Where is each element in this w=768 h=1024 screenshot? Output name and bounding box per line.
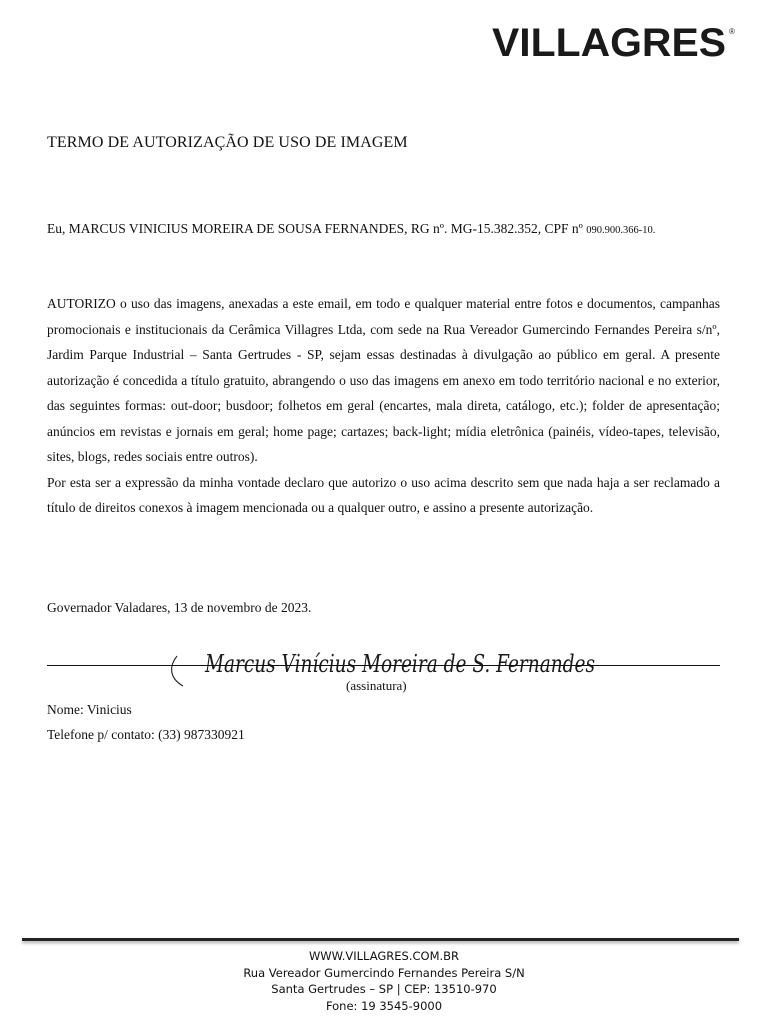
footer-divider [22,938,739,941]
logo-wordmark: VILLAGRES [492,21,726,65]
cpf-number: 090.900.366-10. [586,225,656,236]
signature-text: Marcus Vinícius Moreira de S. Fernandes [204,650,595,678]
footer [0,948,768,1014]
authorization-paragraph: AUTORIZO o uso das imagens, anexadas a este email, em todo e qualquer material entre fotos e documentos, campanhas promocionais e institucionais da Cerâmica Villagres Ltda, com sede na Rua Vereador Gumercindo Fernandes Pereira s/nº, Jardim Parque Industrial – Santa Gertrudes - SP, sejam essas destinadas à divulgação ao público em geral. A presente autorização é concedida a título gratuito, abrangendo o uso das imagens em anexo em todo território nacional e no exterior, das seguintes formas: out-door; busdoor; folhetos em geral (encartes, mala direta, catálogo, etc.); folder de apresentação; anúncios em revistas e jornais em geral; home page; cartazes; back-light; mídia eletrônica (painéis, vídeo-tapes, televisão, sites, blogs, redes sociais entre outros). [47,296,720,464]
authorization-body [47,291,720,521]
signature-label: (assinatura) [346,678,407,693]
name-line: Nome: Vinicius [47,702,132,717]
signature-line [47,665,720,666]
phone-line: Telefone p/ contato: (33) 987330921 [47,727,245,742]
footer-phone: Fone: 19 3545-9000 [325,998,443,1013]
document-title: TERMO DE AUTORIZAÇÃO DE USO DE IMAGEM [47,134,408,151]
registered-mark: ® [729,27,735,36]
footer-website: WWW.VILLAGRES.COM.BR [308,949,460,963]
villagres-logo [492,20,738,65]
declaration-paragraph: Por esta ser a expressão da minha vontade declaro que autorizo o uso acima descrito sem que nada haja a ser reclamado a título de direitos conexos à imagem mencionada ou a qualquer outro, e assino a presente autorização. [47,474,720,515]
declarant-paragraph [47,216,720,244]
signature-flourish [172,656,183,686]
declarant-identification: Eu, MARCUS VINICIUS MOREIRA DE SOUSA FERNANDES, RG nº. MG-15.382.352, CPF nº [47,221,583,236]
footer-address: Rua Vereador Gumercindo Fernandes Pereira S/N [243,965,525,980]
footer-city: Santa Gertrudes – SP | CEP: 13510-970 [271,982,497,996]
date-location-line: Governador Valadares, 13 de novembro de 2023. [47,600,312,615]
